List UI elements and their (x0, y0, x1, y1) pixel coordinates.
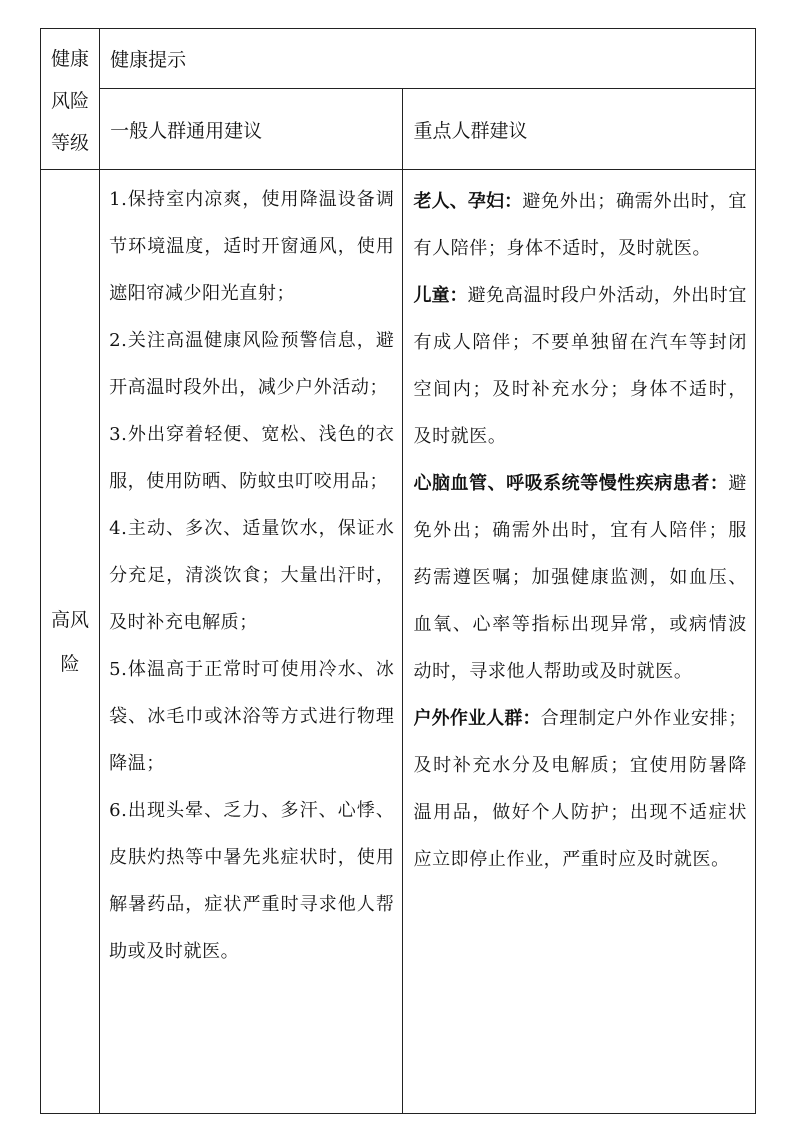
general-advice-cell (100, 170, 403, 1114)
key-group-text: 避免外出；确需外出时，宜有人陪伴；服药需遵医嘱；加强健康监测，如血压、血氧、心率等指标出现异常，或病情波动时，寻求他人帮助或及时就医。 (413, 473, 747, 682)
key-population-header: 重点人群建议 (403, 89, 756, 170)
general-population-header: 一般人群通用建议 (100, 89, 403, 170)
health-risk-table (40, 28, 756, 1114)
key-group-label: 户外作业人群： (413, 708, 541, 729)
risk-level-line: 高风 (51, 608, 90, 631)
risk-level-header (41, 29, 100, 170)
health-hint-header: 健康提示 (100, 29, 756, 89)
general-advice-item: 6.出现头晕、乏力、多汗、心悸、皮肤灼热等中暑先兆症状时，使用解暑药品，症状严重时寻求他人帮助或及时就医。 (109, 800, 395, 962)
risk-level-header-line: 等级 (51, 132, 90, 154)
general-advice-item: 4.主动、多次、适量饮水，保证水分充足，清淡饮食；大量出汗时，及时补充电解质； (109, 518, 395, 633)
key-group (413, 695, 747, 883)
general-advice-item: 3.外出穿着轻便、宽松、浅色的衣服，使用防晒、防蚊虫叮咬用品； (109, 424, 395, 492)
risk-level-cell (41, 170, 100, 1114)
key-group-text: 避免外出；确需外出时，宜有人陪伴；身体不适时，及时就医。 (413, 191, 748, 259)
risk-level-header-line: 风险 (51, 90, 90, 112)
risk-level-line: 险 (60, 652, 80, 675)
key-group-label: 儿童： (413, 285, 468, 306)
key-group-label: 心脑血管、呼吸系统等慢性疾病患者： (413, 473, 729, 494)
general-advice-item: 5.体温高于正常时可使用冷水、冰袋、冰毛巾或沐浴等方式进行物理降温； (109, 659, 395, 774)
key-group (413, 460, 747, 695)
risk-level-header-line: 健康 (51, 48, 90, 70)
key-group (413, 178, 747, 272)
key-group-label: 老人、孕妇： (413, 191, 523, 212)
general-advice-item: 1.保持室内凉爽，使用降温设备调节环境温度，适时开窗通风，使用遮阳帘减少阳光直射； (109, 189, 395, 304)
key-group-text: 避免高温时段户外活动，外出时宜有成人陪伴；不要单独留在汽车等封闭空间内；及时补充水分；身体不适时，及时就医。 (413, 285, 748, 447)
key-group (413, 272, 747, 460)
key-group-text: 合理制定户外作业安排；及时补充水分及电解质；宜使用防暑降温用品，做好个人防护；出现不适症状应立即停止作业，严重时应及时就医。 (413, 708, 747, 870)
general-advice-item: 2.关注高温健康风险预警信息，避开高温时段外出，减少户外活动； (109, 330, 395, 398)
key-advice-cell (403, 170, 756, 1114)
